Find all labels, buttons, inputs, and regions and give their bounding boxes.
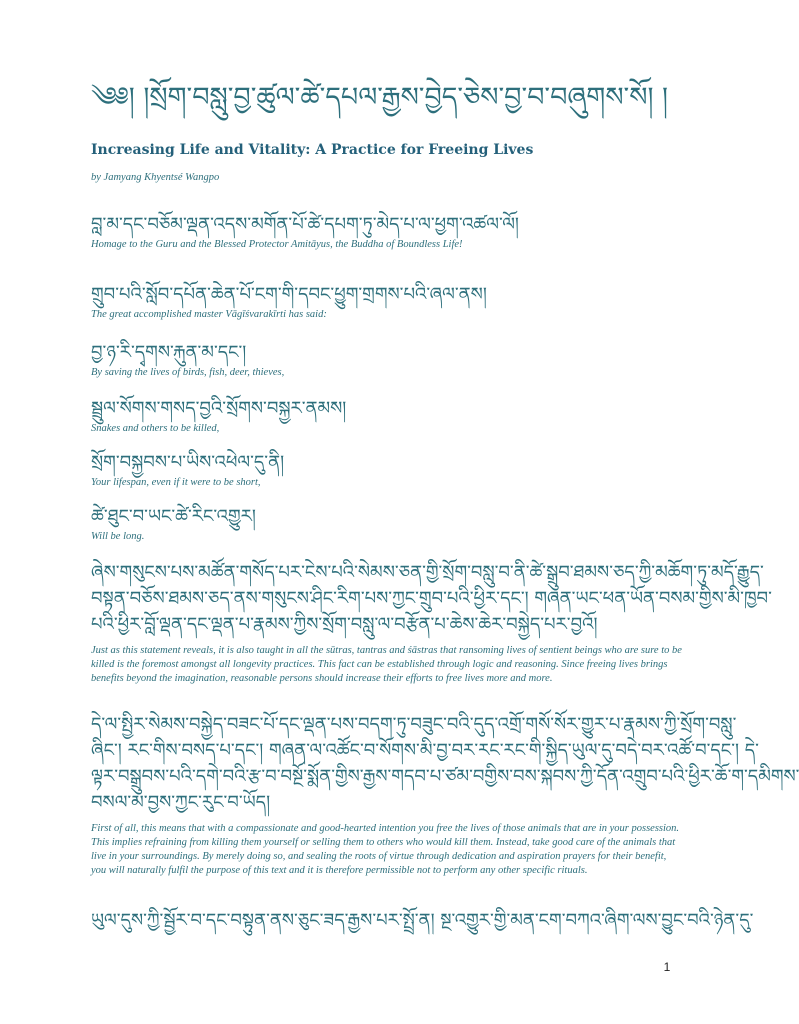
verse-tibetan: སྲོག་བསྐྱབས་པ་ཡིས་འཕེལ་དུ་ནི། bbox=[91, 452, 285, 473]
verse-1 bbox=[91, 212, 684, 252]
verse-translation: Will be long. bbox=[91, 531, 145, 542]
verse-2 bbox=[91, 282, 684, 322]
paragraph-translation: Just as this statement reveals, it is also taught in all the sūtras, tantras and śāstras that ransoming lives of sentient beings who are sure to be killed is the foremost amongst all longevity practices. This fact can be established through logic and reasoning. Since freeing lives brings benefits beyond the imagination, reasonable persons should increase their efforts to free lives more and more. bbox=[91, 645, 682, 684]
verse-tibetan: ཚེ་ཐུང་བ་ཡང་ཚེ་རིང་འགྱུར། bbox=[91, 506, 256, 527]
verse-translation: Homage to the Guru and the Blessed Protector Amitāyus, the Buddha of Boundless Life! bbox=[91, 239, 463, 250]
paragraph-tibetan-line: ཞེས་གསུངས་པས་མཚོན་གསོད་པར་ངེས་པའི་སེམས་ཅན་གྱི་སྲོག་བསླུ་བ་ནི་ཚེ་སྒྲུབ་ཐམས་ཅད་ཀྱི་མཆོག་ཏུ་མདོ་རྒྱུད་ bbox=[91, 562, 764, 583]
author-byline: by Jamyang Khyentsé Wangpo bbox=[91, 172, 220, 183]
verse-translation: Snakes and others to be killed, bbox=[91, 423, 220, 434]
verse-3 bbox=[91, 340, 684, 380]
paragraph-tibetan-line: བསྟན་བཅོས་ཐམས་ཅད་ནས་གསུངས་ཤིང་རིག་པས་ཀྱང་གྲུབ་པའི་ཕྱིར་དང་། གཞན་ཡང་ཕན་ཡོན་བསམ་གྱིས་མི་ཁྱབ་ bbox=[91, 588, 772, 609]
paragraph-tibetan-line: ཞིང་། རང་གིས་བསད་པ་དང་། གཞན་ལ་འཚོང་བ་སོགས་མི་བྱ་བར་རང་རང་གི་སྐྱིད་ཡུལ་དུ་བདེ་བར་འཚོ་བ་དང་། དེ་ bbox=[91, 740, 759, 761]
paragraph-tibetan-line: བསལ་མ་བྱས་ཀྱང་རུང་བ་ཡོད། bbox=[91, 792, 271, 813]
verse-translation: Your lifespan, even if it were to be short, bbox=[91, 477, 261, 488]
verse-4 bbox=[91, 396, 684, 436]
paragraph-tibetan-line: ལྟར་བསྒྲུབས་པའི་དགེ་བའི་རྩ་བ་བསྔོ་སྨོན་གྱིས་རྒྱས་གདབ་པ་ཙམ་བགྱིས་བས་སྐབས་ཀྱི་དོན་འགྲུབ་པའི་ཕྱིར་ཆོ་ག་དམིགས་ bbox=[91, 766, 799, 787]
verse-tibetan: བླ་མ་དང་བཅོམ་ལྡན་འདས་མགོན་པོ་ཚེ་དཔག་ཏུ་མེད་པ་ལ་ཕྱག་འཚལ་ལོ། bbox=[91, 214, 519, 235]
trailing-tibetan-line: ཡུལ་དུས་ཀྱི་སྦྱོར་བ་དང་བསྟུན་ནས་ཅུང་ཟད་རྒྱས་པར་སྤྲོ་ན། སྔ་འགྱུར་གྱི་མན་ངག་བཀའ་ཞིག་ལས་བྱུང་བའི་ཉེན་དུ་ bbox=[91, 910, 754, 931]
paragraph-tibetan-line: དེ་ལ་སྤྱིར་སེམས་བསྐྱེད་བཟང་པོ་དང་ལྡན་པས་བདག་ཏུ་བཟུང་བའི་དུད་འགྲོ་གསོ་སོར་གྱུར་པ་རྣམས་ཀྱི་སྲོག་བསླུ་ bbox=[91, 714, 737, 735]
verse-tibetan: བྱ་ཉ་རི་དྭགས་རྐུན་མ་དང་། bbox=[91, 342, 247, 363]
verse-tibetan: སྦྲུལ་སོགས་གསད་བྱའི་སྲོགས་བསྐྱར་ནམས། bbox=[91, 398, 347, 419]
verse-5 bbox=[91, 450, 684, 490]
verse-tibetan: གྲུབ་པའི་སློབ་དཔོན་ཆེན་པོ་ངག་གི་དབང་ཕྱུག་གྲགས་པའི་ཞལ་ནས། bbox=[91, 284, 487, 305]
page-number: 1 bbox=[663, 960, 671, 974]
paragraph-translation: First of all, this means that with a compassionate and good-hearted intention you free the lives of those animals that are in your possession. This implies refraining from killing them yourself or selling them to others who would kill them. Instead, take good care of the animals that live in your surroundings. By merely doing so, and sealing the roots of virtue through dedication and aspiration prayers for their benefit, you will naturally fulfil the purpose of this text and it is therefore permissible not to perform any other specific rituals. bbox=[91, 823, 680, 876]
verse-6 bbox=[91, 504, 684, 544]
paragraph-2 bbox=[91, 712, 799, 878]
english-title: Increasing Life and Vitality: A Practice for Freeing Lives bbox=[91, 142, 534, 158]
paragraph-tibetan-line: པའི་ཕྱིར་བློ་ལྡན་དང་ལྡན་པ་རྣམས་ཀྱིས་སྲོག་བསླུ་ལ་བརྩོན་པ་ཆེས་ཆེར་བསྐྱེད་པར་བྱའོ། bbox=[91, 614, 598, 635]
tibetan-title: ༄༅། །སྲོག་བསླུ་བྱ་ཚུལ་ཚེ་དཔལ་རྒྱས་བྱེད་ཅེས་བྱ་བ་བཞུགས་སོ། ། bbox=[91, 82, 669, 113]
paragraph-1 bbox=[91, 560, 772, 686]
verse-translation: By saving the lives of birds, fish, deer, thieves, bbox=[91, 367, 285, 378]
verse-translation: The great accomplished master Vāgīśvarakīrti has said: bbox=[91, 309, 327, 320]
